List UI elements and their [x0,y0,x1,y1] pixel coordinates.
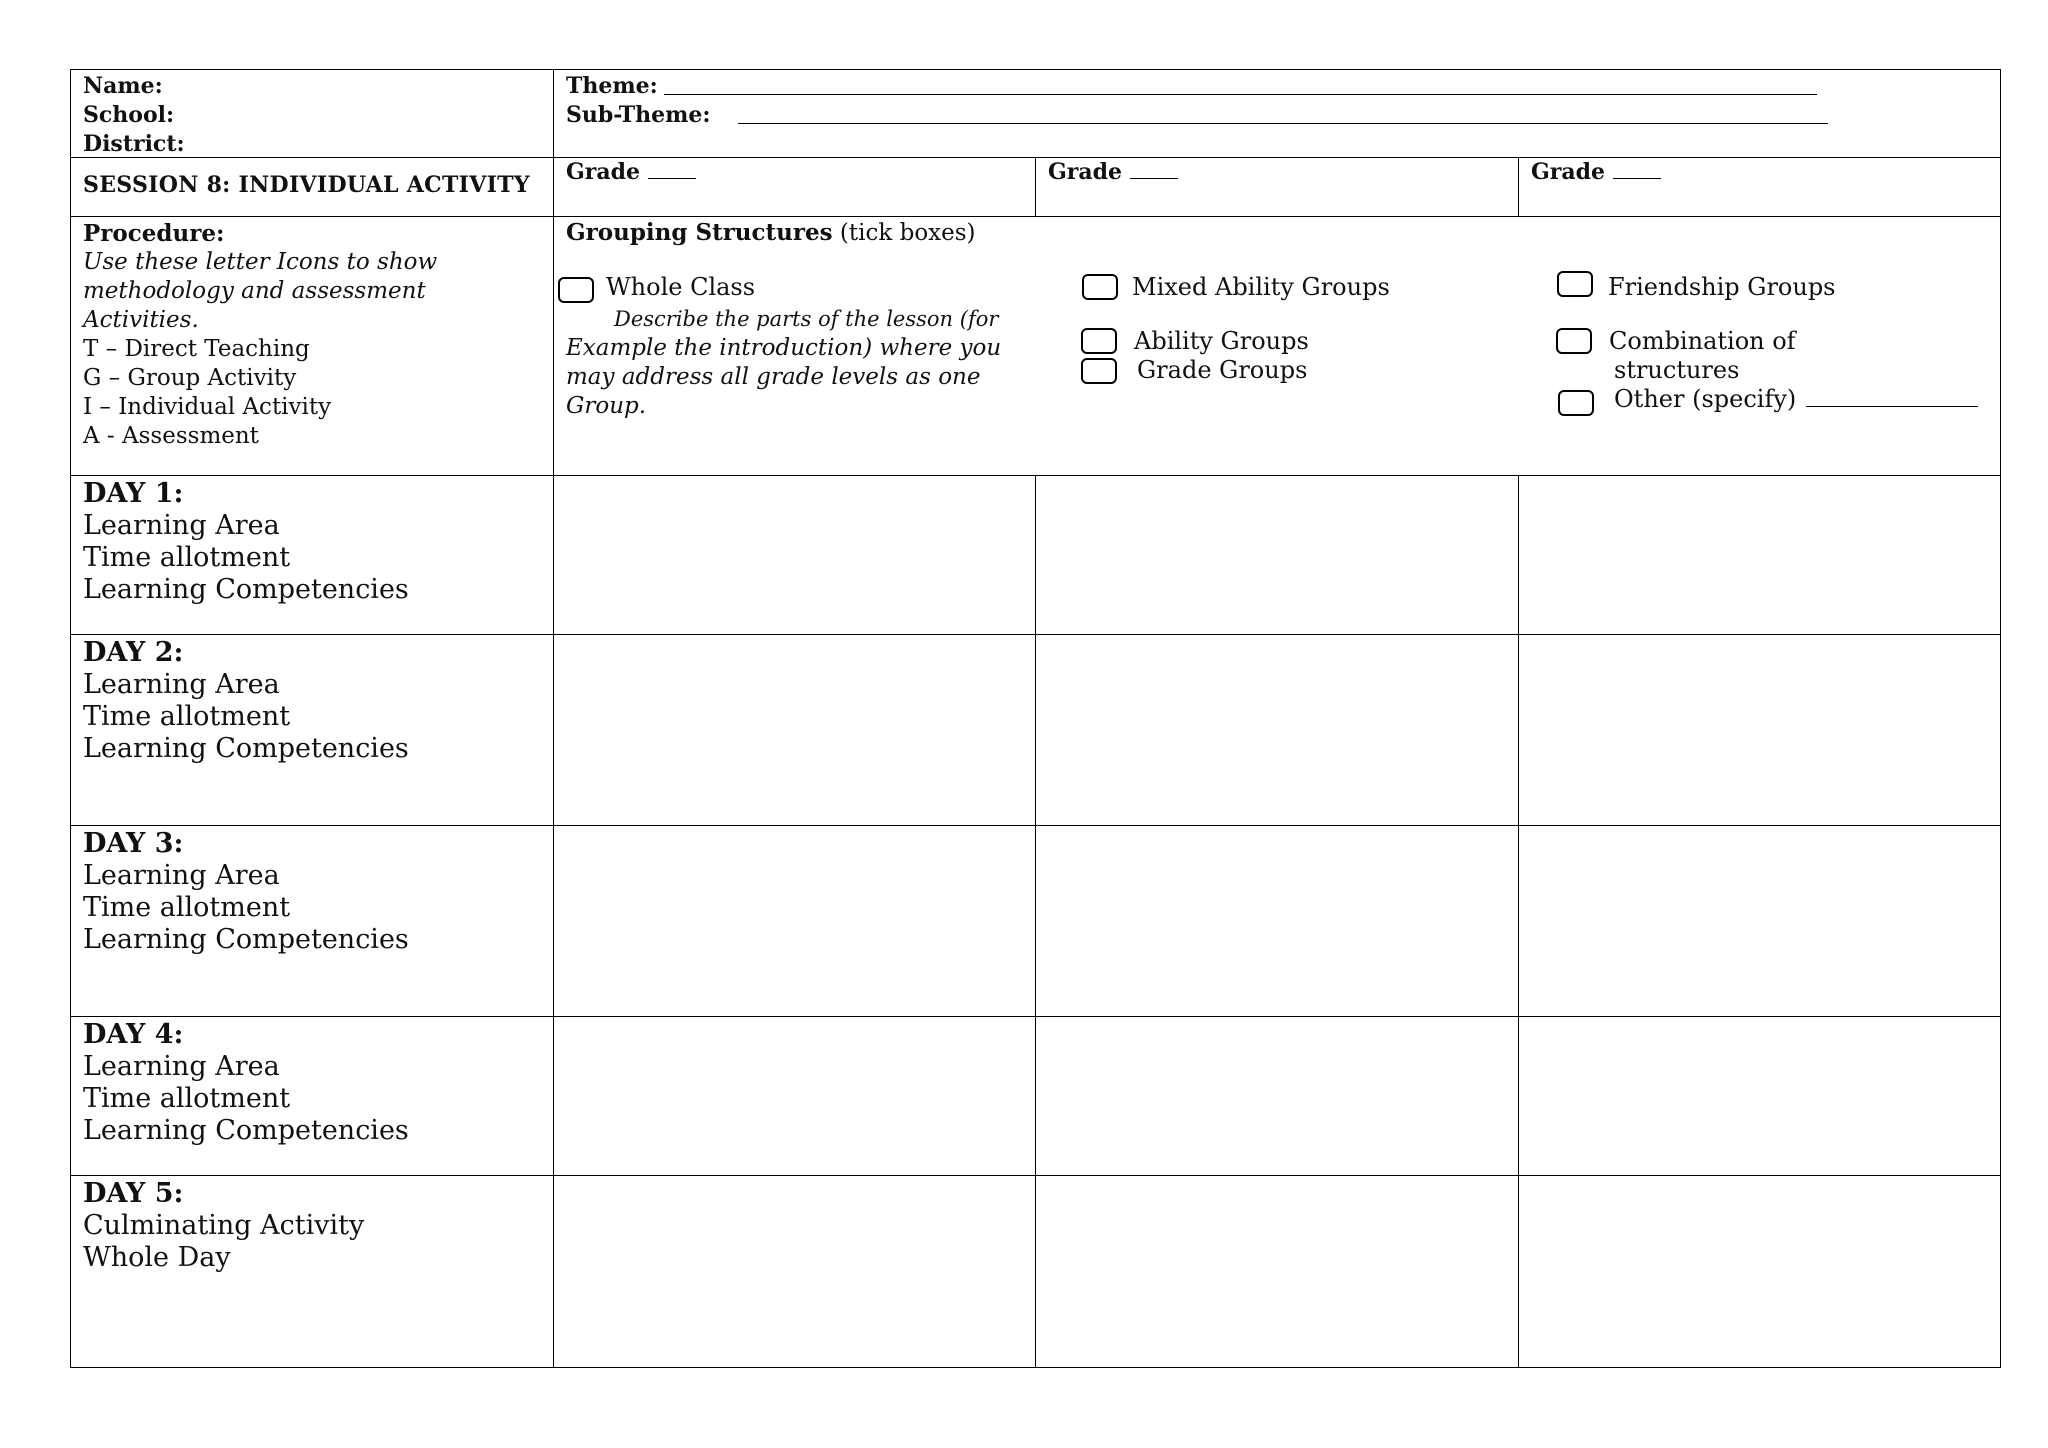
day-entry-cell[interactable] [1035,635,1518,826]
day-line: Whole Day [83,1242,231,1273]
grade-field[interactable] [1613,160,1661,179]
day-entry-cell[interactable] [1518,635,2000,826]
day-line: Learning Competencies [83,924,409,955]
grouping-title: Grouping Structures [566,219,833,246]
day-entry-cell[interactable] [553,1176,1035,1368]
other-specify-field[interactable] [1806,390,1978,407]
subtheme-field[interactable] [738,123,1828,124]
day-line: Learning Competencies [83,1115,409,1146]
day-line: Time allotment [83,542,291,573]
day-entry-cell[interactable] [1035,476,1518,635]
other-checkbox[interactable] [1558,390,1594,416]
day-entry-cell[interactable] [1518,826,2000,1017]
day-label-cell [71,1017,553,1176]
day-line: Learning Competencies [83,733,409,764]
day-label-cell [71,476,553,635]
district-label: District: [83,131,185,157]
day-title: DAY 4: [83,1019,184,1050]
day-title: DAY 2: [83,637,184,668]
day-entry-cell[interactable] [1518,1017,2000,1176]
grade-label: Grade [1048,159,1123,185]
grade-groups-checkbox[interactable] [1081,358,1117,384]
icon-legend-item: G – Group Activity [83,365,297,391]
procedure-instruction: Use these letter Icons to show [83,249,438,275]
whole-class-description: Describe the parts of the lesson (for Example the introduction) where you may address all grade levels as one Group. [566,307,1002,419]
day-entry-cell[interactable] [553,1017,1035,1176]
day-entry-cell[interactable] [553,826,1035,1017]
day-entry-cell[interactable] [553,635,1035,826]
day-line: Culminating Activity [83,1210,365,1241]
subtheme-label: Sub-Theme: [566,102,711,128]
grade-cell-3 [1518,158,2000,217]
icon-legend-item: A - Assessment [83,423,259,449]
mixed-ability-checkbox[interactable] [1082,274,1118,300]
grade-label: Grade [566,159,641,185]
theme-cell [553,70,2000,157]
identity-cell [71,70,553,157]
day-entry-cell[interactable] [1035,1176,1518,1368]
day-label-cell [71,826,553,1017]
day-line: Time allotment [83,892,291,923]
school-label: School: [83,102,175,128]
procedure-title: Procedure: [83,220,225,247]
lesson-plan-form [70,69,2001,1368]
procedure-cell [71,217,553,476]
day-row [71,825,2000,1017]
procedure-instruction: Activities. [83,307,199,333]
day-label-cell [71,1176,553,1368]
day-line: Learning Area [83,669,280,700]
whole-class-checkbox[interactable] [558,277,594,303]
session-title: SESSION 8: INDIVIDUAL ACTIVITY [83,172,530,198]
day-title: DAY 3: [83,828,184,859]
day-row [71,1016,2000,1176]
grouping-note: (tick boxes) [839,220,976,246]
ability-groups-checkbox[interactable] [1081,328,1117,354]
day-line: Learning Area [83,860,280,891]
session-cell [71,158,553,217]
day-row [71,1175,2000,1368]
day-entry-cell[interactable] [553,476,1035,635]
combination-checkbox[interactable] [1556,328,1592,354]
day-entry-cell[interactable] [1518,1176,2000,1368]
mixed-ability-label: Mixed Ability Groups [1132,273,1390,301]
day-label-cell [71,635,553,826]
day-row [71,475,2000,635]
day-line: Time allotment [83,1083,291,1114]
procedure-instruction: methodology and assessment [83,278,426,304]
grade-groups-label: Grade Groups [1137,356,1308,384]
day-entry-cell[interactable] [1035,826,1518,1017]
theme-label: Theme: [566,73,658,99]
whole-class-label: Whole Class [606,273,756,301]
day-line: Learning Area [83,1051,280,1082]
day-entry-cell[interactable] [1518,476,2000,635]
grouping-cell [553,217,2000,476]
combination-label: Combination of [1609,327,1796,355]
other-label: Other (specify) [1614,385,1978,413]
theme-field[interactable] [664,94,1817,95]
grade-field[interactable] [1130,160,1178,179]
grade-cell-1 [553,158,1035,217]
day-title: DAY 1: [83,478,184,509]
day-line: Time allotment [83,701,291,732]
friendship-groups-label: Friendship Groups [1608,273,1836,301]
icon-legend-item: T – Direct Teaching [83,336,310,362]
name-label: Name: [83,73,163,99]
grade-cell-2 [1035,158,1518,217]
combination-label-cont: structures [1614,356,1740,384]
friendship-groups-checkbox[interactable] [1557,271,1593,297]
day-line: Learning Area [83,510,280,541]
ability-groups-label: Ability Groups [1134,327,1309,355]
day-title: DAY 5: [83,1178,184,1209]
day-row [71,634,2000,826]
grade-row [71,157,2000,217]
day-entry-cell[interactable] [1035,1017,1518,1176]
grade-label: Grade [1531,159,1606,185]
day-line: Learning Competencies [83,574,409,605]
icon-legend-item: I – Individual Activity [83,394,332,420]
grade-field[interactable] [648,160,696,179]
procedure-row [71,216,2000,476]
header-row [71,70,2000,157]
